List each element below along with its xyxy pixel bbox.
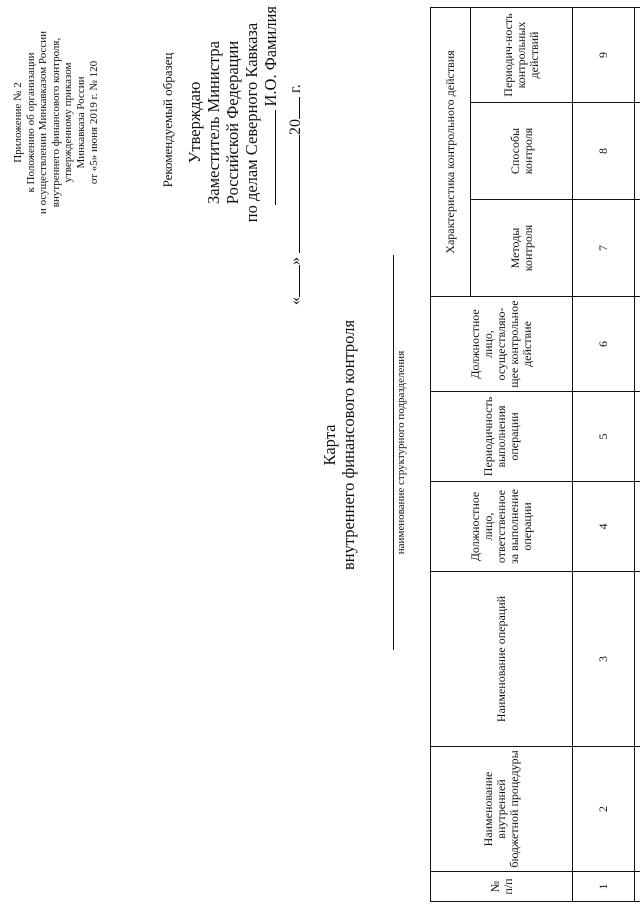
approval-date-line	[285, 0, 305, 305]
column-number: 5	[573, 392, 635, 482]
table-header-row	[431, 8, 471, 902]
year-suffix: г.	[287, 84, 304, 93]
column-number: 9	[573, 8, 635, 103]
table-cell	[635, 572, 640, 747]
header-procedure: Наименование внутренней бюджетной процедуры	[431, 747, 573, 872]
document-title	[320, 285, 358, 605]
appendix-line: Приложение № 2	[12, 82, 24, 163]
control-map-table	[430, 7, 640, 902]
appendix-line: и осуществлении Минкавказом России	[37, 30, 50, 215]
approval-position-line: Заместитель Министра	[204, 40, 223, 205]
header-number: № п/п	[431, 872, 573, 902]
header-means: Способы контроля	[471, 103, 573, 200]
header-methods: Методы контроля	[471, 200, 573, 297]
header-responsible: Должностное лицо, ответственное за выполнение операции	[431, 482, 573, 572]
appendix-line: Минкавказа России	[74, 76, 87, 169]
date-quote-close: »	[287, 257, 304, 265]
unit-name-underline	[393, 255, 394, 650]
appendix-line: утвержденному приказом	[62, 62, 75, 183]
table-cell	[635, 392, 640, 482]
year-blank	[285, 97, 300, 119]
year-prefix: 20	[287, 119, 304, 135]
recommended-sample-label: Рекомендуемый образец	[160, 52, 175, 188]
table-row	[635, 8, 640, 902]
appendix-line: внутреннего финансового контроля,	[49, 37, 62, 208]
appendix-line: от «5» июня 2019 г. № 120	[87, 60, 100, 185]
approval-position-line: по делам Северного Кавказа	[242, 22, 261, 223]
month-blank	[285, 135, 300, 253]
header-operations: Наименование операций	[431, 572, 573, 747]
signature-blank	[261, 111, 276, 206]
header-controller: Должностное лицо, осуществляю-щее контрольное действие	[431, 297, 573, 392]
approval-title: Утверждаю	[185, 81, 204, 164]
column-number: 4	[573, 482, 635, 572]
appendix-line: к Положению об организации	[24, 52, 37, 193]
unit-name-caption: наименование структурного подразделения	[395, 350, 407, 555]
column-number: 3	[573, 572, 635, 747]
table-cell	[635, 8, 640, 103]
appendix-block	[12, 5, 100, 240]
approval-position-line: Российской Федерации	[223, 40, 242, 205]
column-number: 8	[573, 103, 635, 200]
column-number: 1	[573, 872, 635, 902]
approval-block	[185, 0, 280, 245]
signature-line	[261, 0, 280, 245]
column-number: 6	[573, 297, 635, 392]
approver-name: И.О. Фамилия	[261, 6, 280, 107]
column-number: 7	[573, 200, 635, 297]
header-control-periodicity: Периодич-ность контрольных действий	[471, 8, 573, 103]
column-number: 2	[573, 747, 635, 872]
header-characteristics: Характеристика контрольного действия	[431, 8, 471, 297]
table-row	[573, 8, 635, 902]
title-line-2: внутреннего финансового контроля	[339, 319, 358, 571]
day-blank	[285, 265, 300, 297]
table-cell	[635, 103, 640, 200]
date-quote-open: «	[287, 297, 304, 305]
header-operation-periodicity: Периодичность выполнения операции	[431, 392, 573, 482]
table-cell	[635, 872, 640, 902]
title-line-1: Карта	[320, 424, 339, 466]
table-cell	[635, 482, 640, 572]
table-cell	[635, 297, 640, 392]
table-cell	[635, 747, 640, 872]
table-cell	[635, 200, 640, 297]
